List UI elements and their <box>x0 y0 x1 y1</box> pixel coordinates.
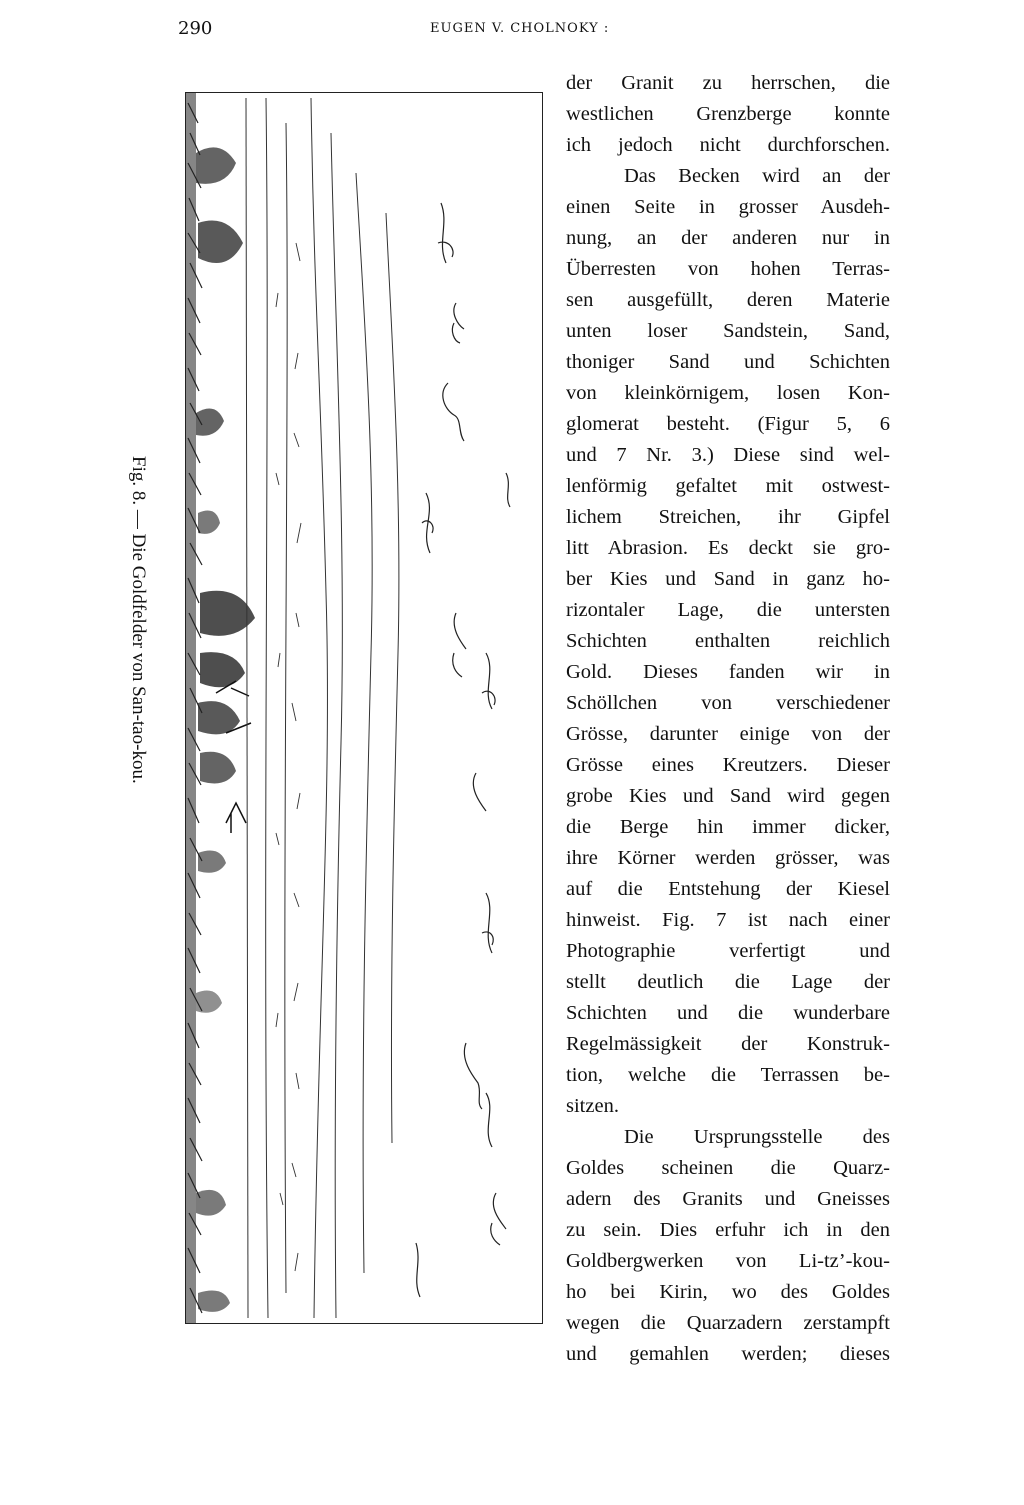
text-line: Das Becken wird an der <box>624 165 890 187</box>
text-line: thoniger Sand und Schichten <box>566 351 890 373</box>
text-line: ho bei Kirin, wo des Goldes <box>566 1281 890 1303</box>
text-line: von kleinkörnigem, losen Kon- <box>566 382 890 404</box>
text-line: sen ausgefüllt, deren Materie <box>566 289 890 311</box>
text-line: grobe Kies und Sand wird gegen <box>566 785 890 807</box>
text-line: und gemahlen werden; dieses <box>566 1343 890 1365</box>
text-line: Schichten und die wunderbare <box>566 1002 890 1024</box>
text-line: Schichten enthalten reichlich <box>566 630 890 652</box>
text-line: Goldbergwerken von Li-tz’-kou- <box>566 1250 890 1272</box>
text-line: tion, welche die Terrassen be- <box>566 1064 890 1086</box>
text-line: einen Seite in grosser Ausdeh- <box>566 196 890 218</box>
text-line: westlichen Grenzberge konnte <box>566 103 890 125</box>
text-line: adern des Granits und Gneisses <box>566 1188 890 1210</box>
text-line: Grösse eines Kreutzers. Dieser <box>566 754 890 776</box>
text-line: Gold. Dieses fanden wir in <box>566 661 890 683</box>
text-line: zu sein. Dies erfuhr ich in den <box>566 1219 890 1241</box>
text-line: nung, an der anderen nur in <box>566 227 890 249</box>
text-line: auf die Entstehung der Kiesel <box>566 878 890 900</box>
text-line: ihre Körner werden grösser, was <box>566 847 890 869</box>
text-line: Regelmässigkeit der Konstruk- <box>566 1033 890 1055</box>
figure-caption-area <box>122 456 154 856</box>
figure-illustration <box>185 92 543 1324</box>
text-line: Die Ursprungsstelle des <box>624 1126 890 1148</box>
text-line: sitzen. <box>566 1095 619 1117</box>
text-line: Grösse, darunter einige von der <box>566 723 890 745</box>
text-line: Photographie verfertigt und <box>566 940 890 962</box>
page-number: 290 <box>178 18 213 39</box>
running-head-author: EUGEN V. CHOLNOKY : <box>430 21 610 36</box>
text-line: wegen die Quarzadern zerstampft <box>566 1312 890 1334</box>
text-line: und 7 Nr. 3.) Diese sind wel- <box>566 444 890 466</box>
text-line: Schöllchen von verschiedener <box>566 692 890 714</box>
text-line: der Granit zu herrschen, die <box>566 72 890 94</box>
running-head <box>0 18 1024 48</box>
landscape-sketch <box>186 93 543 1324</box>
text-line: lichem Streichen, ihr Gipfel <box>566 506 890 528</box>
text-line: ber Kies und Sand in ganz ho- <box>566 568 890 590</box>
text-line: stellt deutlich die Lage der <box>566 971 890 993</box>
text-line: ich jedoch nicht durchforschen. <box>566 134 890 156</box>
text-line: die Berge hin immer dicker, <box>566 816 890 838</box>
body-text <box>566 68 890 1370</box>
text-line: rizontaler Lage, die untersten <box>566 599 890 621</box>
text-line: Goldes scheinen die Quarz- <box>566 1157 890 1179</box>
text-line: lenförmig gefaltet mit ostwest- <box>566 475 890 497</box>
figure-caption: Fig. 8. — Die Goldfelder von San-tao-kou. <box>128 456 149 784</box>
text-line: hinweist. Fig. 7 ist nach einer <box>566 909 890 931</box>
text-line: unten loser Sandstein, Sand, <box>566 320 890 342</box>
text-line: litt Abrasion. Es deckt sie gro- <box>566 537 890 559</box>
text-line: Überresten von hohen Terras- <box>566 258 890 280</box>
text-line: glomerat besteht. (Figur 5, 6 <box>566 413 890 435</box>
